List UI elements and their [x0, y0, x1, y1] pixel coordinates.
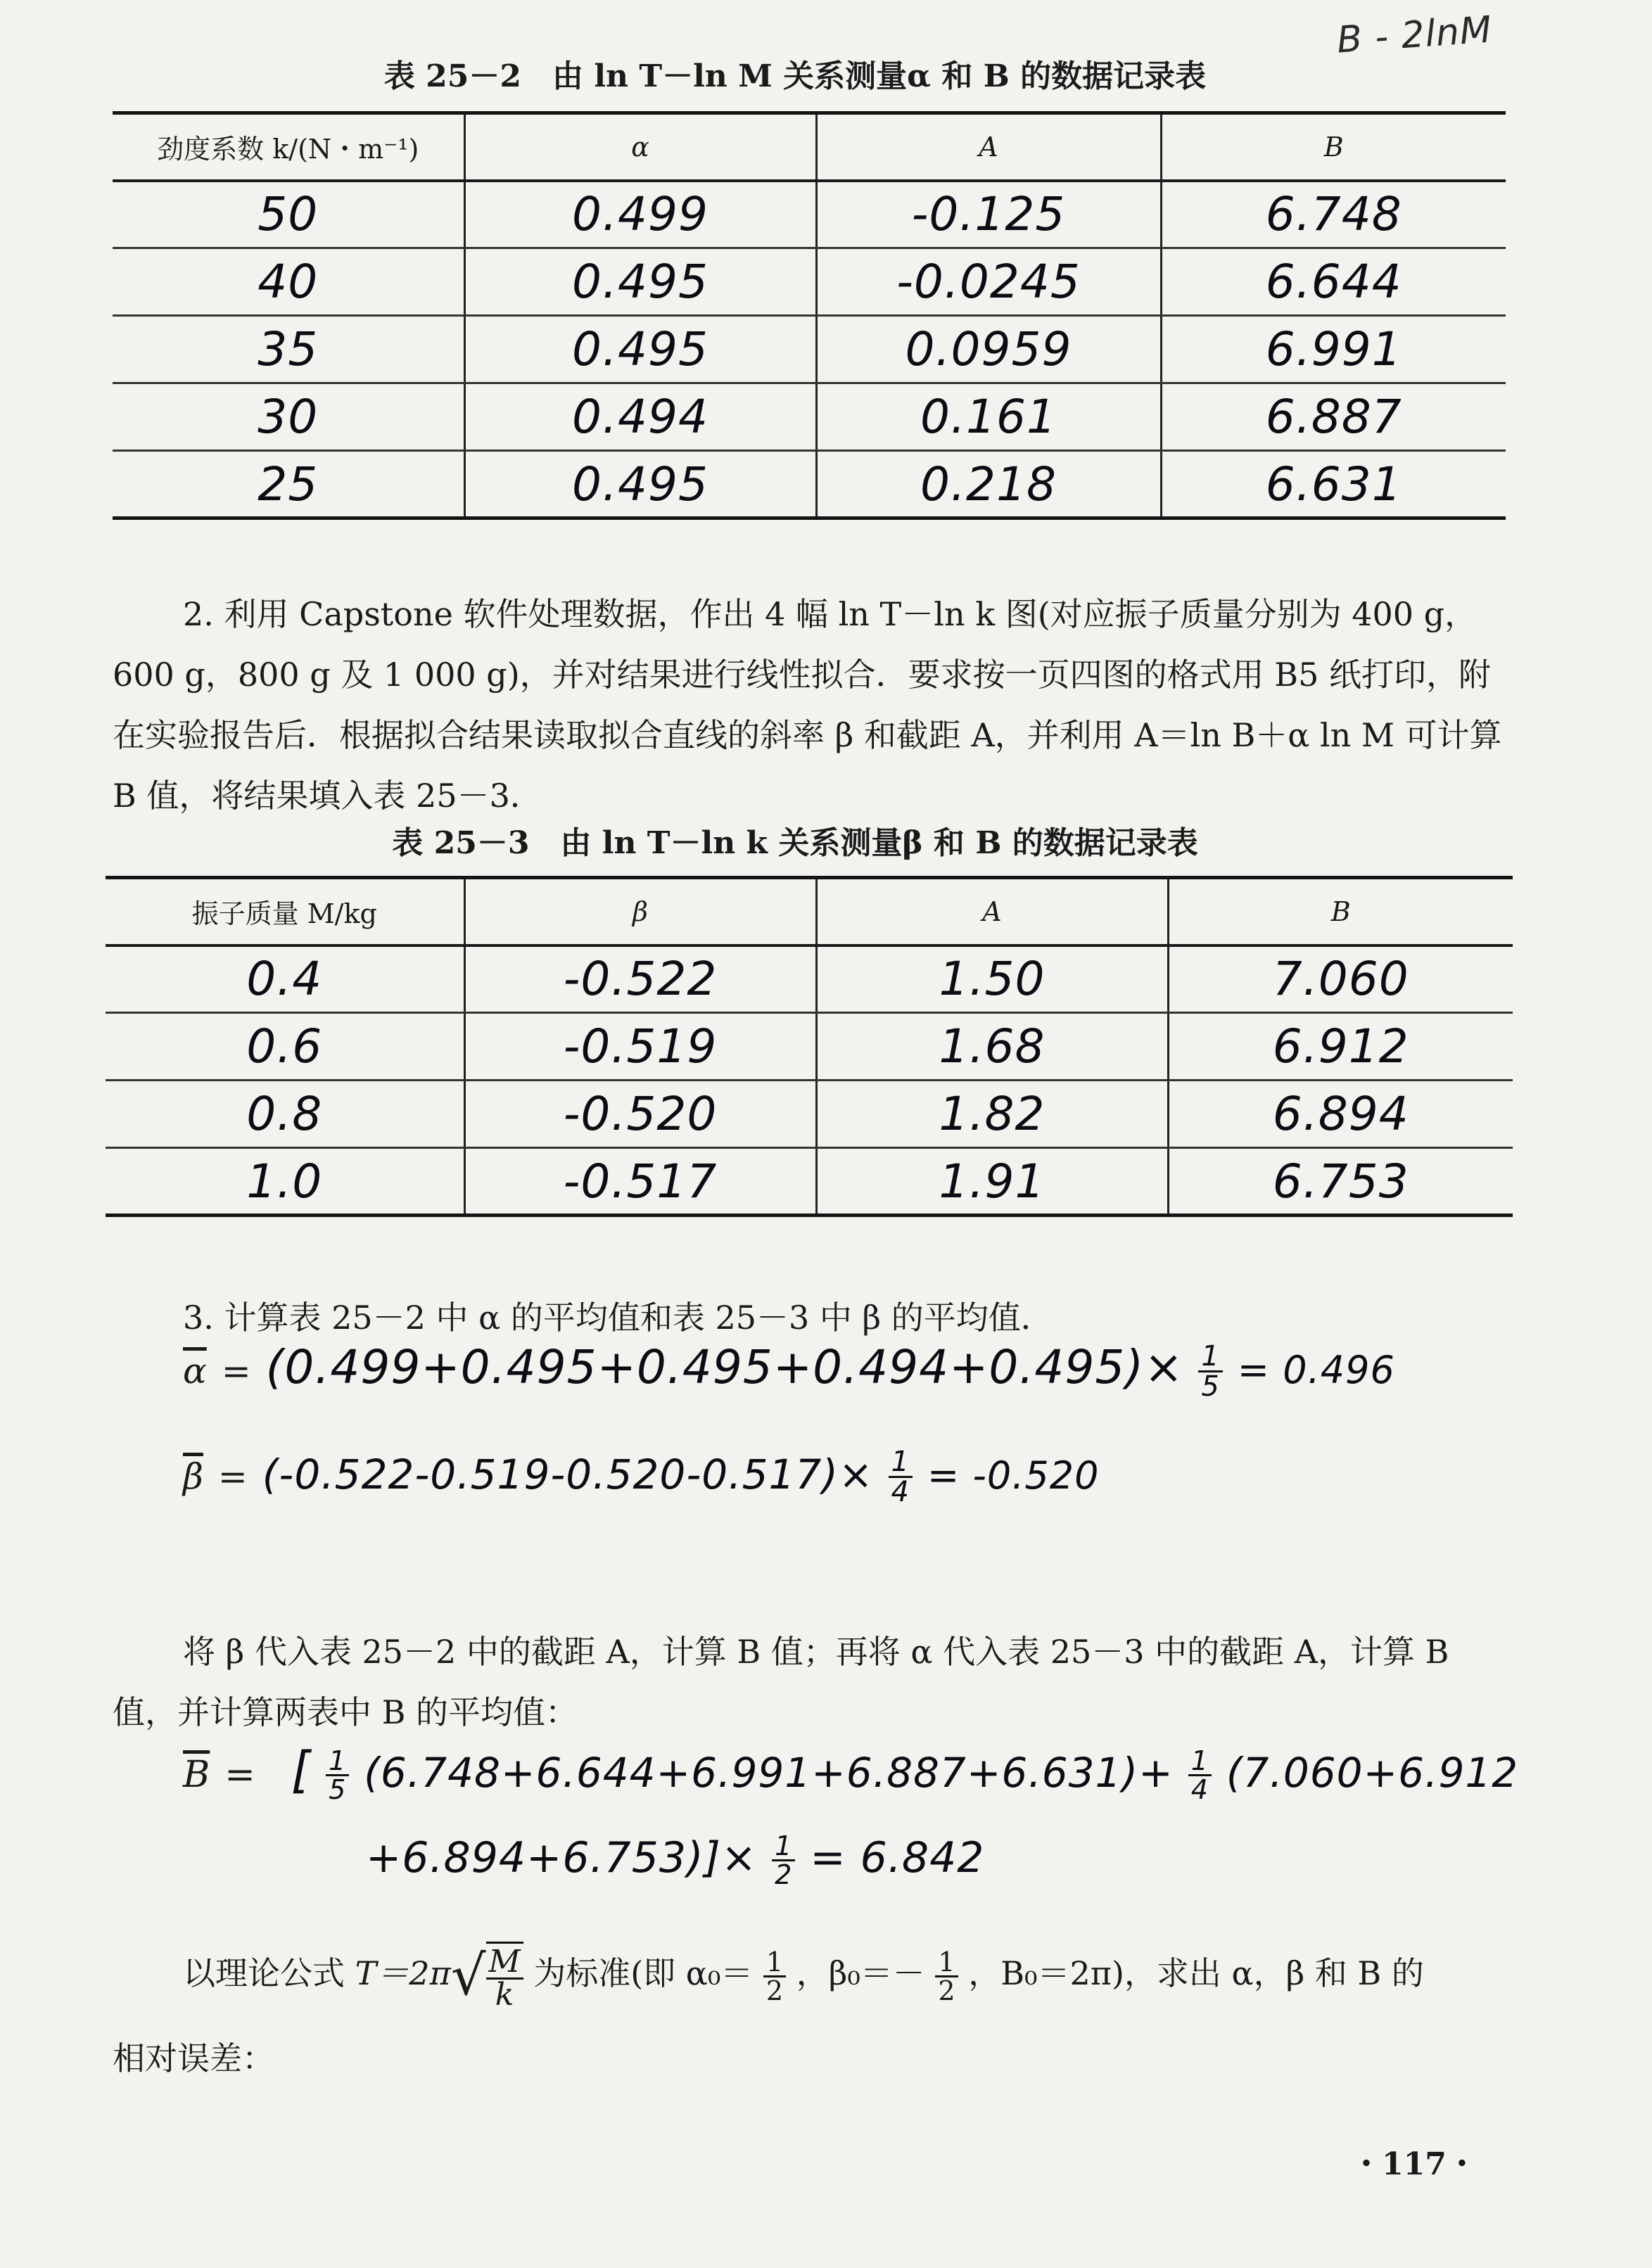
b-open-bracket: [ [291, 1741, 312, 1799]
col-header-A: A [816, 113, 1161, 181]
cell-k: 50 [113, 181, 464, 248]
p5-prefix: 以理论公式 [183, 1954, 345, 1992]
cell-M: 0.6 [106, 1013, 464, 1081]
sqrt-fraction [486, 1942, 523, 2011]
b-frac3-den: 2 [775, 1859, 793, 1890]
cell-B: 6.991 [1161, 316, 1506, 383]
col-header-B: B [1161, 113, 1506, 181]
paragraph-2: 2. 利用 Capstone 软件处理数据，作出 4 幅 ln T－ln k 图(对应振子质量分别为 400 g，600 g，800 g 及 1 000 g)，并对结果进行线性拟合．要求按一页四图的格式用 B5 纸打印，附在实验报告后．根据拟合结果读取拟合直线的斜率 β 和截距 A，并利用 A＝ln B＋α ln M 可计算 B 值，将结果填入表 25－3． [113, 595, 1502, 815]
p5-middle: 为标准(即 α₀＝ [533, 1954, 754, 1992]
beta-frac-num: 1 [889, 1448, 913, 1478]
col-header-B: B [1168, 878, 1513, 945]
half2-num: 1 [935, 1949, 958, 1977]
cell-B: 7.060 [1168, 945, 1513, 1013]
beta-frac-den: 4 [891, 1475, 910, 1508]
alpha-fraction [1198, 1339, 1222, 1403]
table-row [106, 1148, 1513, 1216]
beta-eq-sign: = [217, 1456, 248, 1497]
paragraph-5 [183, 1942, 1424, 2011]
cell-A: 1.82 [816, 1081, 1168, 1148]
beta-result: = -0.520 [927, 1453, 1100, 1498]
table-row [113, 316, 1506, 383]
p5-b0: ，B₀＝2π)，求出 α，β 和 B 的 [968, 1954, 1424, 1992]
cell-A: -0.0245 [816, 248, 1161, 316]
paragraph-5-line2: 相对误差： [113, 2039, 274, 2077]
beta-expression: (-0.522-0.519-0.520-0.517)× [262, 1451, 874, 1498]
sqrt-num: M [486, 1947, 523, 1980]
b-fraction-3 [772, 1830, 795, 1890]
b-frac2-den: 4 [1190, 1773, 1209, 1805]
cell-alpha: 0.499 [464, 181, 816, 248]
b-frac2-num: 1 [1188, 1747, 1212, 1776]
alpha-eq-sign: = [221, 1351, 251, 1391]
col-header-k: 劲度系数 k/(N・m⁻¹) [113, 113, 464, 181]
half-fraction-1 [763, 1946, 786, 2006]
col-header-alpha: α [464, 113, 816, 181]
col-header-beta: β [464, 878, 816, 945]
beta-mean-equation [183, 1446, 1099, 1506]
cell-M: 1.0 [106, 1148, 464, 1216]
cell-k: 35 [113, 316, 464, 383]
table-25-2 [113, 111, 1506, 520]
cell-beta: -0.522 [464, 945, 816, 1013]
table-25-3 [106, 876, 1513, 1217]
alpha-expression: (0.499+0.495+0.495+0.494+0.495)× [265, 1340, 1184, 1394]
table-row [113, 451, 1506, 518]
beta-fraction [889, 1445, 913, 1508]
paragraph-3: 3. 计算表 25－2 中 α 的平均值和表 25－3 中 β 的平均值． [183, 1299, 1053, 1337]
p5-formula-T: T＝2π [355, 1954, 451, 1992]
table-row [113, 383, 1506, 451]
table-header-row [106, 878, 1513, 945]
cell-B: 6.894 [1168, 1081, 1513, 1148]
b-result: = 6.842 [810, 1833, 985, 1882]
cell-alpha: 0.495 [464, 451, 816, 518]
b-frac1-den: 5 [329, 1773, 347, 1805]
cell-alpha: 0.495 [464, 316, 816, 383]
cell-k: 40 [113, 248, 464, 316]
p5-beta0: ，β₀＝－ [796, 1954, 925, 1992]
table-25-2-caption: 表 25－2 由 ln T－ln M 关系测量α 和 B 的数据记录表 [383, 58, 1207, 94]
table-row [106, 1081, 1513, 1148]
alpha-symbol: $\overline{\alpha}$ [183, 1351, 207, 1391]
table-header-row [113, 113, 1506, 181]
cell-k: 30 [113, 383, 464, 451]
beta-symbol: $\overline{\beta}$ [183, 1456, 203, 1497]
sqrt-icon: √ [450, 1944, 486, 2008]
half-fraction-2 [935, 1946, 958, 2006]
cell-B: 6.748 [1161, 181, 1506, 248]
cell-B: 6.912 [1168, 1013, 1513, 1081]
cell-A: 0.0959 [816, 316, 1161, 383]
b-symbol: $\overline{B}$ [183, 1754, 210, 1796]
cell-A: 1.68 [816, 1013, 1168, 1081]
table-row [113, 248, 1506, 316]
cell-A: 1.50 [816, 945, 1168, 1013]
cell-k: 25 [113, 451, 464, 518]
cell-A: -0.125 [816, 181, 1161, 248]
half1-den: 2 [765, 1975, 784, 2006]
b-frac3-num: 1 [772, 1833, 795, 1861]
sqrt-den: k [495, 1977, 514, 2013]
table-row [106, 1013, 1513, 1081]
cell-A: 1.91 [816, 1148, 1168, 1216]
table-row [106, 945, 1513, 1013]
alpha-frac-den: 5 [1201, 1370, 1220, 1403]
col-header-A: A [816, 878, 1168, 945]
b-line1-mid: (6.748+6.644+6.991+6.887+6.631)+ [364, 1749, 1174, 1797]
alpha-mean-equation [183, 1340, 1395, 1401]
alpha-result: = 0.496 [1237, 1348, 1395, 1392]
half2-den: 2 [938, 1975, 955, 2006]
cell-A: 0.161 [816, 383, 1161, 451]
b-mean-equation-line2 [366, 1829, 984, 1888]
paragraph-4: 将 β 代入表 25－2 中的截距 A，计算 B 值；再将 α 代入表 25－3 中的截距 A，计算 B 值，并计算两表中 B 的平均值： [113, 1633, 1449, 1731]
cell-M: 0.4 [106, 945, 464, 1013]
half1-num: 1 [763, 1949, 786, 1977]
b-fraction-2 [1188, 1747, 1212, 1803]
cell-B: 6.631 [1161, 451, 1506, 518]
b-eq-sign: = [224, 1754, 255, 1796]
cell-alpha: 0.495 [464, 248, 816, 316]
b-frac1-num: 1 [326, 1747, 349, 1776]
cell-alpha: 0.494 [464, 383, 816, 451]
page-number: ・117・ [1351, 2146, 1478, 2182]
table-25-3-caption: 表 25－3 由 ln T－ln k 关系测量β 和 B 的数据记录表 [392, 825, 1198, 861]
table-row [113, 181, 1506, 248]
b-mean-equation-line1 [183, 1741, 1518, 1803]
cell-M: 0.8 [106, 1081, 464, 1148]
col-header-M: 振子质量 M/kg [106, 878, 464, 945]
cell-B: 6.753 [1168, 1148, 1513, 1216]
b-line2: +6.894+6.753)]× [366, 1833, 758, 1882]
cell-beta: -0.520 [464, 1081, 816, 1148]
margin-note: B - 2lnM [1335, 8, 1494, 62]
cell-B: 6.644 [1161, 248, 1506, 316]
alpha-frac-num: 1 [1198, 1342, 1222, 1372]
cell-B: 6.887 [1161, 383, 1506, 451]
b-fraction-1 [326, 1747, 349, 1803]
cell-beta: -0.519 [464, 1013, 816, 1081]
b-line1-end: (7.060+6.912 [1226, 1749, 1519, 1797]
cell-beta: -0.517 [464, 1148, 816, 1216]
cell-A: 0.218 [816, 451, 1161, 518]
